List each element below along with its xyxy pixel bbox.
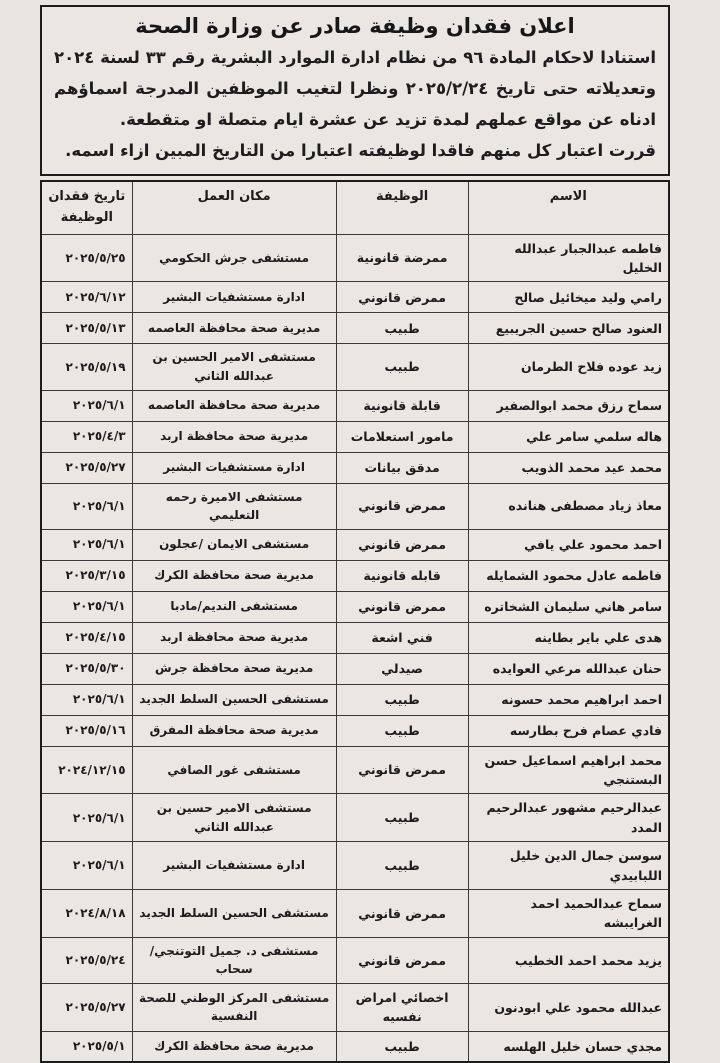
cell-loss-date: ٢٠٢٤/٨/١٨	[41, 889, 132, 937]
table-row	[41, 889, 669, 937]
cell-workplace: مستشفى الامير الحسين بن عبدالله الثاني	[132, 344, 336, 390]
cell-workplace: مستشفى الامير حسين بن عبدالله الثاني	[132, 794, 336, 842]
table-row	[41, 746, 669, 794]
cell-workplace: ادارة مستشفيات البشير	[132, 282, 336, 313]
table-row	[41, 842, 669, 890]
cell-job-title: طبيب	[336, 313, 468, 344]
table-row	[41, 390, 669, 421]
cell-job-title: طبيب	[336, 794, 468, 842]
table-row	[41, 983, 669, 1031]
cell-loss-date: ٢٠٢٥/٦/١٢	[41, 282, 132, 313]
cell-loss-date: ٢٠٢٥/٤/٣	[41, 421, 132, 452]
cell-loss-date: ٢٠٢٥/٦/١	[41, 529, 132, 560]
table-header-row	[41, 181, 669, 234]
cell-employee-name: سماح عبدالحميد احمد الغرايبشه	[468, 889, 669, 937]
table-row	[41, 684, 669, 715]
cell-loss-date: ٢٠٢٥/٥/٢٤	[41, 937, 132, 983]
table-row	[41, 313, 669, 344]
cell-loss-date: ٢٠٢٤/١٢/١٥	[41, 746, 132, 794]
cell-workplace: مديرية صحة محافظة العاصمه	[132, 313, 336, 344]
cell-job-title: ممرض قانوني	[336, 937, 468, 983]
cell-workplace: مستشفى الاميرة رحمه التعليمي	[132, 483, 336, 529]
cell-employee-name: فادي عصام فرح بطارسه	[468, 715, 669, 746]
cell-employee-name: سوسن جمال الدين خليل اللبابيدي	[468, 842, 669, 890]
cell-job-title: طبيب	[336, 344, 468, 390]
table-row	[41, 937, 669, 983]
cell-job-title: ممرض قانوني	[336, 282, 468, 313]
cell-job-title: فني اشعة	[336, 622, 468, 653]
cell-job-title: طبيب	[336, 684, 468, 715]
cell-loss-date: ٢٠٢٥/٦/١	[41, 483, 132, 529]
table-row	[41, 622, 669, 653]
cell-employee-name: مجدي حسان خليل الهلسه	[468, 1031, 669, 1062]
cell-workplace: ادارة مستشفيات البشير	[132, 842, 336, 890]
cell-job-title: قابله قانونية	[336, 560, 468, 591]
announcement-body-text	[54, 42, 656, 166]
cell-job-title: طبيب	[336, 1031, 468, 1062]
table-row	[41, 794, 669, 842]
cell-loss-date: ٢٠٢٥/٦/١	[41, 591, 132, 622]
announcement-paragraph: استنادا لاحكام المادة ٩٦ من نظام ادارة الموارد البشرية رقم ٣٣ لسنة ٢٠٢٤ وتعديلاته حتى تاريخ ٢٠٢٥/٢/٢٤ ونظرا لتغيب الموظفين المدرجة اسماؤهم ادناه عن مواقع عملهم لمدة تزيد عن عشرة ايام متصلة او متقطعة.	[54, 48, 656, 130]
cell-workplace: مديرية صحة محافظة الكرك	[132, 560, 336, 591]
cell-job-title: ممرض قانوني	[336, 529, 468, 560]
cell-workplace: مستشفى المركز الوطني للصحة النفسية	[132, 983, 336, 1031]
cell-loss-date: ٢٠٢٥/٦/١	[41, 390, 132, 421]
cell-employee-name: هاله سلمي سامر علي	[468, 421, 669, 452]
cell-workplace: مديرية صحة محافظة اربد	[132, 421, 336, 452]
cell-workplace: مديرية صحة محافظة المفرق	[132, 715, 336, 746]
cell-employee-name: احمد محمود علي يافي	[468, 529, 669, 560]
cell-workplace: مستشفى الحسين السلط الجديد	[132, 684, 336, 715]
cell-employee-name: العنود صالح حسين الجريبيع	[468, 313, 669, 344]
cell-workplace: مديرية صحة محافظة الكرك	[132, 1031, 336, 1062]
cell-employee-name: معاذ زياد مصطفى هنانده	[468, 483, 669, 529]
table-row	[41, 234, 669, 282]
cell-loss-date: ٢٠٢٥/٥/٢٧	[41, 452, 132, 483]
cell-loss-date: ٢٠٢٥/٦/١	[41, 684, 132, 715]
cell-job-title: صيدلي	[336, 653, 468, 684]
cell-loss-date: ٢٠٢٥/٥/٣٠	[41, 653, 132, 684]
table-row	[41, 483, 669, 529]
cell-workplace: مستشفى النديم/مادبا	[132, 591, 336, 622]
cell-workplace: مستشفى جرش الحكومي	[132, 234, 336, 282]
cell-job-title: طبيب	[336, 715, 468, 746]
cell-job-title: مامور استعلامات	[336, 421, 468, 452]
cell-loss-date: ٢٠٢٥/٣/١٥	[41, 560, 132, 591]
cell-loss-date: ٢٠٢٥/٥/١٩	[41, 344, 132, 390]
cell-loss-date: ٢٠٢٥/٥/٢٥	[41, 234, 132, 282]
cell-job-title: ممرض قانوني	[336, 483, 468, 529]
cell-workplace: مستشفى د. جميل التوتنجي/سحاب	[132, 937, 336, 983]
table-row	[41, 421, 669, 452]
cell-employee-name: فاطمه عبدالجبار عبدالله الخليل	[468, 234, 669, 282]
cell-job-title: ممرضة قانونية	[336, 234, 468, 282]
cell-employee-name: حنان عبدالله مرعي العوايده	[468, 653, 669, 684]
employees-table	[40, 180, 670, 1063]
table-row	[41, 344, 669, 390]
column-header-date: تاريخ فقدان الوظيفة	[41, 181, 132, 234]
cell-workplace: مديرية صحة محافظة العاصمه	[132, 390, 336, 421]
cell-employee-name: يزيد محمد احمد الخطيب	[468, 937, 669, 983]
table-row	[41, 529, 669, 560]
cell-employee-name: احمد ابراهيم محمد حسونه	[468, 684, 669, 715]
cell-loss-date: ٢٠٢٥/٥/١	[41, 1031, 132, 1062]
table-row	[41, 560, 669, 591]
cell-employee-name: محمد عيد محمد الذويب	[468, 452, 669, 483]
table-row	[41, 715, 669, 746]
column-header-workplace: مكان العمل	[132, 181, 336, 234]
cell-employee-name: محمد ابراهيم اسماعيل حسن البستنجي	[468, 746, 669, 794]
cell-job-title: طبيب	[336, 842, 468, 890]
table-row	[41, 1031, 669, 1062]
cell-workplace: مستشفى غور الصافي	[132, 746, 336, 794]
cell-workplace: مديرية صحة محافظة اربد	[132, 622, 336, 653]
cell-employee-name: فاطمه عادل محمود الشمايله	[468, 560, 669, 591]
cell-job-title: ممرض قانوني	[336, 591, 468, 622]
column-header-job: الوظيفة	[336, 181, 468, 234]
cell-loss-date: ٢٠٢٥/٦/١	[41, 794, 132, 842]
cell-workplace: مستشفى الحسين السلط الجديد	[132, 889, 336, 937]
table-row	[41, 591, 669, 622]
cell-employee-name: سماح رزق محمد ابوالصفير	[468, 390, 669, 421]
cell-job-title: اخصائي امراض نفسيه	[336, 983, 468, 1031]
table-row	[41, 653, 669, 684]
cell-employee-name: رامي وليد ميخائيل صالح	[468, 282, 669, 313]
table-row	[41, 282, 669, 313]
announcement-decision-line: قررت اعتبار كل منهم فاقدا لوظيفته اعتبارا من التاريخ المبين ازاء اسمه.	[65, 141, 656, 161]
cell-loss-date: ٢٠٢٥/٤/١٥	[41, 622, 132, 653]
table-body	[41, 234, 669, 1062]
page-title: اعلان فقدان وظيفة صادر عن وزارة الصحة	[135, 14, 575, 38]
cell-employee-name: عبدالرحيم مشهور عبدالرحيم المدد	[468, 794, 669, 842]
table-row	[41, 452, 669, 483]
cell-employee-name: عبدالله محمود علي ابودنون	[468, 983, 669, 1031]
cell-workplace: ادارة مستشفيات البشير	[132, 452, 336, 483]
cell-workplace: مديرية صحة محافظة جرش	[132, 653, 336, 684]
cell-loss-date: ٢٠٢٥/٦/١	[41, 842, 132, 890]
cell-job-title: قابلة قانونية	[336, 390, 468, 421]
cell-job-title: مدقق بيانات	[336, 452, 468, 483]
cell-job-title: ممرض قانوني	[336, 746, 468, 794]
cell-employee-name: هدى علي باير بطاينه	[468, 622, 669, 653]
cell-workplace: مستشفى الايمان /عجلون	[132, 529, 336, 560]
cell-loss-date: ٢٠٢٥/٥/٢٧	[41, 983, 132, 1031]
column-header-name: الاسم	[468, 181, 669, 234]
cell-loss-date: ٢٠٢٥/٥/١٣	[41, 313, 132, 344]
cell-job-title: ممرض قانوني	[336, 889, 468, 937]
cell-employee-name: سامر هاني سليمان الشخاتره	[468, 591, 669, 622]
cell-loss-date: ٢٠٢٥/٥/١٦	[41, 715, 132, 746]
announcement-header-box	[40, 5, 670, 176]
cell-employee-name: زيد عوده فلاح الطرمان	[468, 344, 669, 390]
